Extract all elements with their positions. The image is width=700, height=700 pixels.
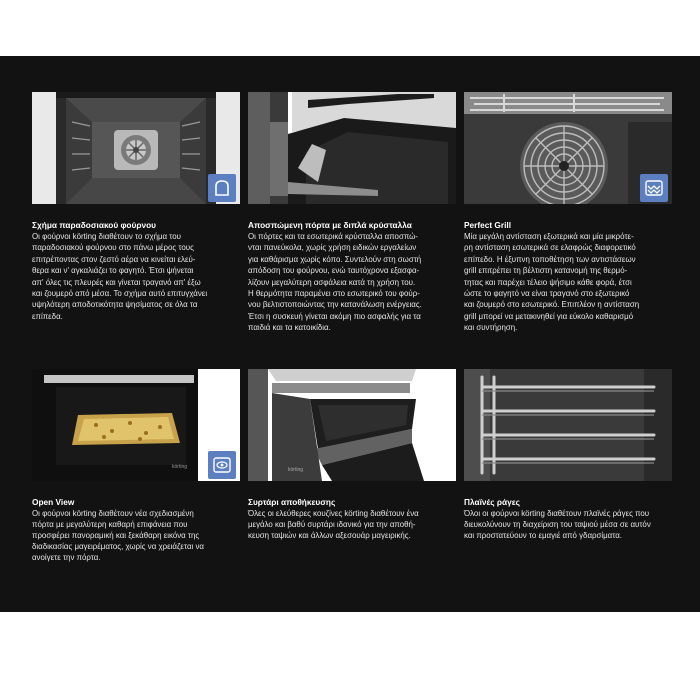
feature-description: Μία μεγάλη αντίσταση εξωτερικά και μία μικρότε- ρη αντίσταση εσωτερικά σε ελαφρώς διαφορετικό επίπεδο. Η έξυπνη τοποθέτηση των αντιστάσεων grill επιτρέπει τη βέλτιστη κατανομή της θερμό- τητας και παρέχει τέλειο ψήσιμο κάθε φορά, έτσι ώστε το φαγητό να είναι τραγανό στο εξωτερικό και ζουμερό στο εσωτερικό. Επιπλέον η αντίσταση grill μπορεί να μετακινηθεί για εύκολο καθαρισμό και συντήρηση.: [464, 232, 640, 333]
side-rails-image: [464, 369, 672, 481]
feature-description: Όλοι οι φούρνοι körting διαθέτουν πλαϊνές ράγες που διευκολύνουν τη διαχείριση του ταψιού μέσα σε αυτόν και προστατεύουν το εμαγιέ από γδαρσίματα.: [464, 509, 651, 540]
grill-photo: [464, 92, 672, 204]
open-view-badge: [208, 451, 236, 479]
oven-shape-icon: [208, 174, 236, 202]
drawer-image: [248, 369, 456, 481]
feature-storage-drawer: [248, 369, 456, 541]
open-view-photo: [32, 369, 240, 481]
oven-interior-photo: [32, 92, 240, 204]
feature-sheet: [0, 56, 700, 612]
feature-title: Αποσπώμενη πόρτα με διπλά κρύσταλλα: [248, 220, 412, 230]
open-view-icon: [208, 451, 236, 479]
feature-title: Σχήμα παραδοσιακού φούρνου: [32, 220, 156, 230]
feature-removable-door: [248, 92, 456, 334]
feature-title: Πλαϊνές ράγες: [464, 497, 520, 507]
brand-logo: körting: [288, 467, 304, 473]
oven-door-image: [248, 92, 456, 204]
feature-title: Open View: [32, 497, 75, 507]
feature-title: Perfect Grill: [464, 220, 512, 230]
side-rails-photo: [464, 369, 672, 481]
feature-description: Οι φούρνοι körting διαθέτουν νέα σχεδιασμένη πόρτα με μεγαλύτερη καθαρή επιφάνεια που προσφέρει πανοραμική και ξεκάθαρη εικόνα της διαδικασίας μαγειρέματος, χωρίς να χρειάζεται να ανοίγετε την πόρτα.: [32, 509, 204, 562]
drawer-photo: [248, 369, 456, 481]
feature-description: Οι φούρνοι körting διαθέτουν το σχήμα του παραδοσιακού φούρνου στο πάνω μέρος τους επιτρέποντας στον ζεστό αέρα να κινείται ελεύ- θερα και ν' αγκαλιάζει το φαγητό. Έτσι ψήνεται απ' όλες τις πλευρές και γίνεται τραγανό απ' έξω και ζουμερό από μέσα. Το σχήμα αυτό επιτυγχάνει υψηλότερη αποδοτικότητα ψησίματος σε όλα τα επίπεδα.: [32, 232, 208, 321]
grill-icon: [640, 174, 668, 202]
brand-logo: körting: [172, 464, 188, 470]
feature-oven-shape: [32, 92, 240, 322]
feature-side-rails: [464, 369, 672, 541]
feature-title: Συρτάρι αποθήκευσης: [248, 497, 336, 507]
feature-open-view: [32, 369, 240, 563]
oven-shape-badge: [208, 174, 236, 202]
oven-door-photo: [248, 92, 456, 204]
grill-badge: [640, 174, 668, 202]
feature-perfect-grill: [464, 92, 672, 334]
feature-description: Οι πόρτες και τα εσωτερικά κρύσταλλα αποσπώ- νται πανεύκολα, χωρίς χρήση ειδικών εργαλείων για καθάρισμα χωρίς κόπο. Συντελούν στη σωστή απόδοση του φούρνου, ενώ ταυτόχρονα εξασφα- λίζουν μεγαλύτερη ασφάλεια κατά τη χρήση του. Η θερμότητα παραμένει στο εσωτερικό του φούρ- νου βελτιστοποιώντας την κατανάλωση ενέργειας. Έτσι η συσκευή γίνεται ακόμη πιο ασφαλής για τα παιδιά και τα κατοικίδια.: [248, 232, 422, 333]
feature-description: Όλες οι ελεύθερες κουζίνες körting διαθέτουν ένα μεγάλο και βαθύ συρτάρι ιδανικό για την αποθή- κευση ταψιών και άλλων αξεσουάρ μαγειρικής.: [248, 509, 419, 540]
